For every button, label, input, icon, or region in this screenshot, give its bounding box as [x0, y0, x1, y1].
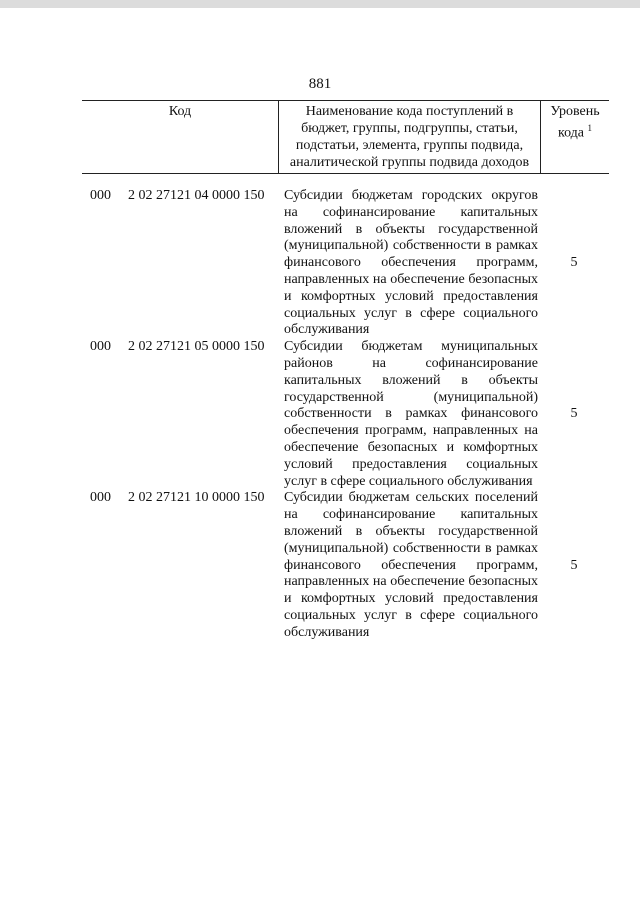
- row-prefix: 000: [90, 490, 111, 506]
- header-level: [541, 101, 610, 174]
- row-name: Субсидии бюджетам городских округов на софинансирование капитальных вложений в объекты государственной (муниципальной) собственности в рамках финансового обеспечения программ, направленных на обеспечение безопасных и комфортных условий предоставления социальных услуг в сфере социального обслуживания: [284, 188, 538, 338]
- page-number: 881: [308, 76, 332, 92]
- row-level: 5: [570, 557, 578, 573]
- table-row: [90, 490, 610, 641]
- table-body: [90, 188, 610, 642]
- header-code: Код: [82, 101, 279, 174]
- row-name: Субсидии бюджетам сельских поселений на софинансирование капитальных вложений в объекты государственной (муниципальной) собственности в рамках финансового обеспечения программ, направленных на обеспечение безопасных и комфортных условий предоставления социальных услуг в сфере социального обслуживания: [284, 490, 538, 640]
- scan-edge: [0, 0, 640, 8]
- header-level-label: Уровень кода: [550, 104, 600, 141]
- row-code: 2 02 27121 05 0000 150: [128, 339, 265, 355]
- row-level: 5: [570, 255, 578, 271]
- table-row: [90, 188, 610, 339]
- row-level: 5: [570, 406, 578, 422]
- row-name: Субсидии бюджетам муниципальных районов на софинансирование капитальных вложений в объекты государственной (муниципальной) собственности в рамках финансового обеспечения программ, направленных на обеспечение безопасных и комфортных условий предоставления социальных услуг в сфере социального обслуживания: [284, 339, 538, 489]
- row-prefix: 000: [90, 188, 111, 203]
- row-prefix: 000: [90, 339, 111, 355]
- table-row: [90, 339, 610, 490]
- row-code: 2 02 27121 10 0000 150: [128, 490, 265, 506]
- header-row: [82, 101, 609, 174]
- row-code: 2 02 27121 04 0000 150: [128, 188, 265, 203]
- header-name: Наименование кода поступлений в бюджет, группы, подгруппы, статьи, подстатьи, элемента, группы подвида, аналитической группы подвида доходов: [279, 101, 541, 174]
- footnote-marker: 1: [587, 123, 593, 133]
- table-header: [82, 100, 609, 174]
